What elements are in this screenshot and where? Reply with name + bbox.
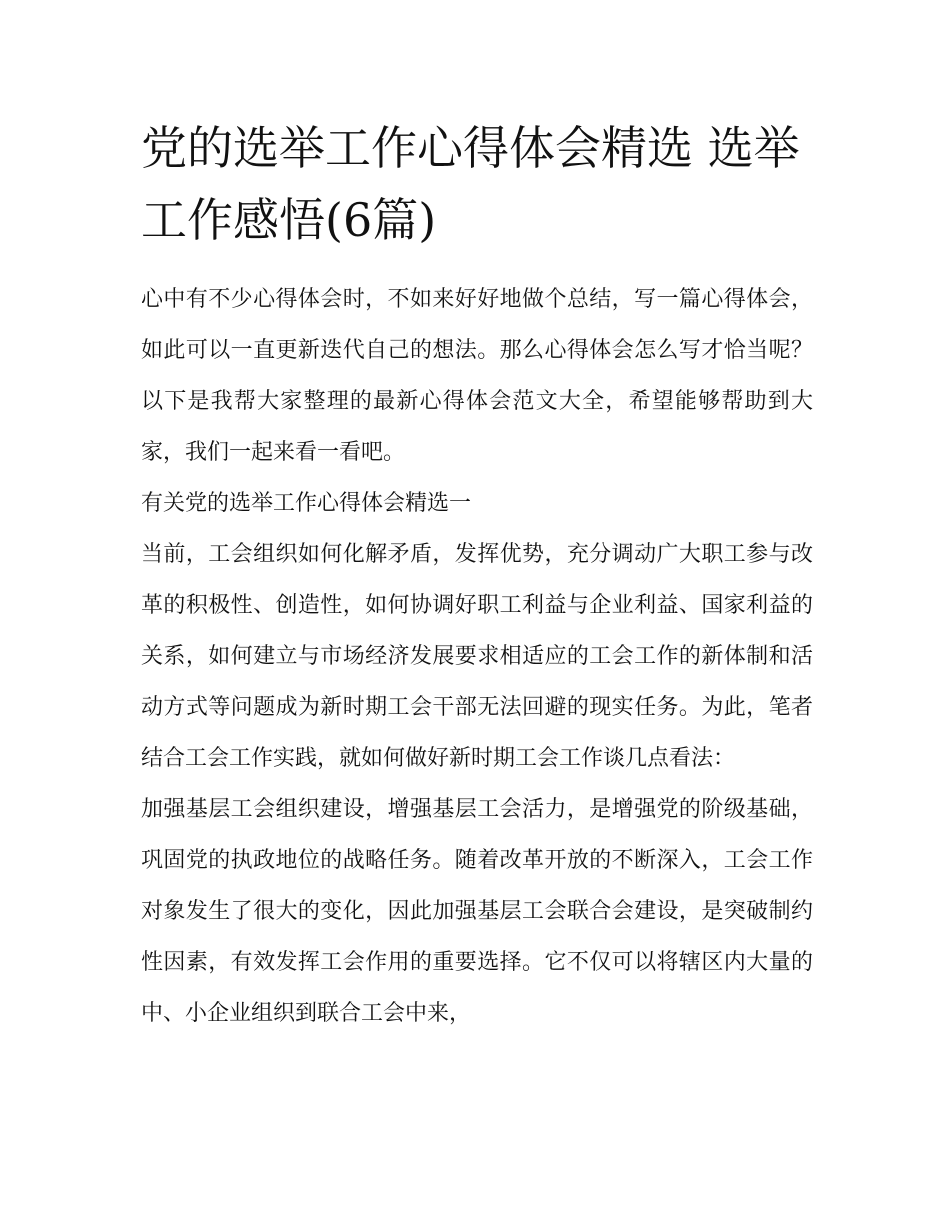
body-paragraph: 当前，工会组织如何化解矛盾，发挥优势，充分调动广大职工参与改革的积极性、创造性，如何协调好职工利益与企业利益、国家利益的关系，如何建立与市场经济发展要求相适应的工会工作的新体制和活动方式等问题成为新时期工会干部无法回避的现实任务。为此，笔者结合工会工作实践，就如何做好新时期工会工作谈几点看法： <box>141 542 813 771</box>
section-heading: 有关党的选举工作心得体会精选一 <box>141 491 472 516</box>
body-paragraph: 加强基层工会组织建设，增强基层工会活力，是增强党的阶级基础，巩固党的执政地位的战略任务。随着改革开放的不断深入，工会工作对象发生了很大的变化，因此加强基层工会联合会建设，是突破制约性因素，有效发挥工会作用的重要选择。它不仅可以将辖区内大量的中、小企业组织到联合工会中来， <box>141 797 813 1026</box>
intro-paragraph: 心中有不少心得体会时，不如来好好地做个总结，写一篇心得体会，如此可以一直更新迭代自己的想法。那么心得体会怎么写才恰当呢？以下是我帮大家整理的最新心得体会范文大全，希望能够帮助到大家，我们一起来看一看吧。 <box>141 287 813 465</box>
document-page <box>141 112 813 1039</box>
document-title: 党的选举工作心得体会精选 选举工作感悟(6篇) <box>141 121 800 247</box>
